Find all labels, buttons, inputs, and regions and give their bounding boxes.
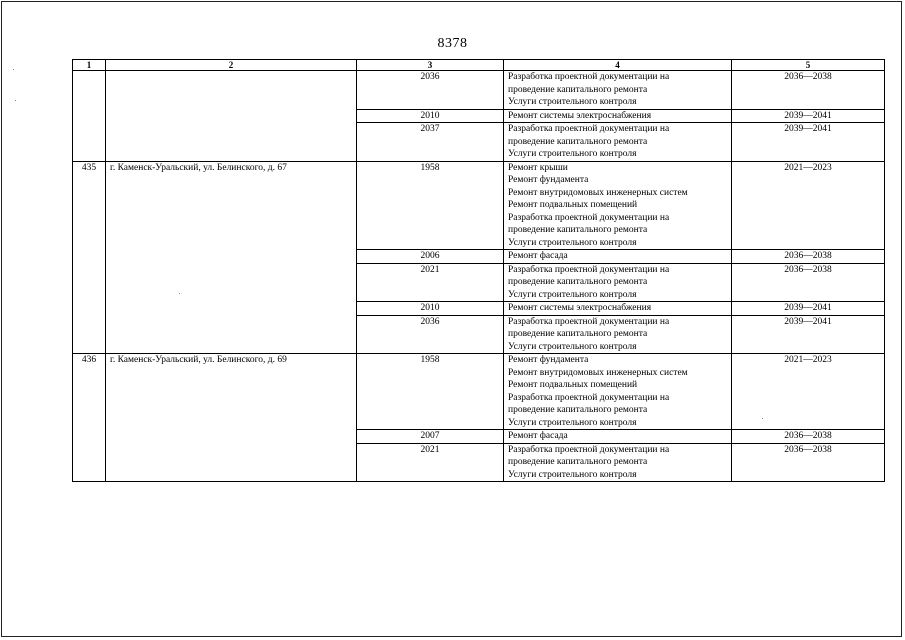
work-line: проведение капитального ремонта: [508, 84, 648, 95]
work-line: Разработка проектной документации на: [508, 212, 670, 223]
column-header: 4: [504, 60, 732, 71]
scan-speck: [13, 69, 14, 70]
works-cell: [504, 250, 732, 264]
column-header: 2: [106, 60, 357, 71]
works-cell: [504, 302, 732, 316]
year-cell: 2036: [357, 71, 504, 110]
works-cell: [504, 354, 732, 430]
period-cell: 2036—2038: [732, 263, 885, 302]
works-cell: [504, 263, 732, 302]
work-line: Ремонт подвальных помещений: [508, 200, 638, 210]
capital-repair-table: [72, 59, 885, 482]
work-line: Разработка проектной документации на: [508, 264, 670, 275]
work-line: Ремонт фасада: [508, 431, 568, 441]
work-line: проведение капитального ремонта: [508, 405, 648, 415]
column-header: 1: [73, 60, 106, 71]
works-cell: [504, 315, 732, 354]
work-line: Ремонт системы электроснабжения: [508, 303, 652, 313]
scan-speck: [15, 100, 16, 101]
work-line: Ремонт фундамента: [508, 175, 589, 185]
work-line: Услуги строительного контроля: [508, 97, 637, 107]
work-line: проведение капитального ремонта: [508, 136, 648, 147]
period-cell: 2036—2038: [732, 430, 885, 444]
period-cell: 2021—2023: [732, 354, 885, 430]
work-line: Услуги строительного контроля: [508, 237, 637, 248]
works-cell: [504, 161, 732, 250]
number-cell: 436: [73, 354, 106, 482]
work-line: проведение капитального ремонта: [508, 277, 648, 287]
period-cell: 2039—2041: [732, 123, 885, 162]
period-cell: 2039—2041: [732, 302, 885, 316]
year-cell: 1958: [357, 161, 504, 250]
year-cell: 2010: [357, 302, 504, 316]
year-cell: 2010: [357, 109, 504, 123]
works-cell: [504, 443, 732, 482]
column-header: 5: [732, 60, 885, 71]
scan-speck: [179, 293, 180, 294]
scan-speck: [762, 418, 763, 419]
work-line: Ремонт системы электроснабжения: [508, 110, 652, 121]
year-cell: 2021: [357, 443, 504, 482]
year-cell: 2036: [357, 315, 504, 354]
work-line: Ремонт фасада: [508, 251, 568, 261]
work-line: Ремонт внутридомовых инженерных систем: [508, 367, 688, 378]
work-line: Услуги строительного контроля: [508, 417, 637, 428]
period-cell: 2036—2038: [732, 443, 885, 482]
work-line: Услуги строительного контроля: [508, 469, 637, 480]
work-line: Ремонт фундамента: [508, 355, 589, 365]
table-row: [73, 71, 885, 110]
work-line: Разработка проектной документации на: [508, 124, 670, 134]
work-line: Разработка проектной документации на: [508, 444, 670, 455]
year-cell: 1958: [357, 354, 504, 430]
work-line: проведение капитального ремонта: [508, 457, 648, 467]
work-line: Услуги строительного контроля: [508, 289, 637, 300]
work-line: Услуги строительного контроля: [508, 341, 637, 352]
address-cell: [106, 71, 357, 162]
number-cell: 435: [73, 161, 106, 354]
number-cell: [73, 71, 106, 162]
work-line: Услуги строительного контроля: [508, 149, 637, 159]
work-line: проведение капитального ремонта: [508, 329, 648, 339]
works-cell: [504, 430, 732, 444]
period-cell: 2021—2023: [732, 161, 885, 250]
column-header: 3: [357, 60, 504, 71]
work-line: Разработка проектной документации на: [508, 72, 670, 82]
year-cell: 2006: [357, 250, 504, 264]
works-cell: [504, 71, 732, 110]
year-cell: 2021: [357, 263, 504, 302]
table-row: [73, 161, 885, 250]
work-line: Ремонт крыши: [508, 162, 568, 173]
year-cell: 2037: [357, 123, 504, 162]
works-cell: [504, 123, 732, 162]
period-cell: 2039—2041: [732, 109, 885, 123]
work-line: Ремонт подвальных помещений: [508, 380, 638, 390]
table-header-row: [73, 60, 885, 71]
work-line: Разработка проектной документации на: [508, 316, 670, 327]
address-cell: г. Каменск-Уральский, ул. Белинского, д. 67: [106, 161, 357, 354]
work-line: проведение капитального ремонта: [508, 225, 648, 235]
table-body: [73, 71, 885, 482]
period-cell: 2036—2038: [732, 71, 885, 110]
page-number: 8378: [437, 36, 468, 51]
work-line: Разработка проектной документации на: [508, 392, 670, 403]
address-cell: г. Каменск-Уральский, ул. Белинского, д. 69: [106, 354, 357, 482]
year-cell: 2007: [357, 430, 504, 444]
period-cell: 2036—2038: [732, 250, 885, 264]
works-cell: [504, 109, 732, 123]
period-cell: 2039—2041: [732, 315, 885, 354]
work-line: Ремонт внутридомовых инженерных систем: [508, 187, 688, 198]
